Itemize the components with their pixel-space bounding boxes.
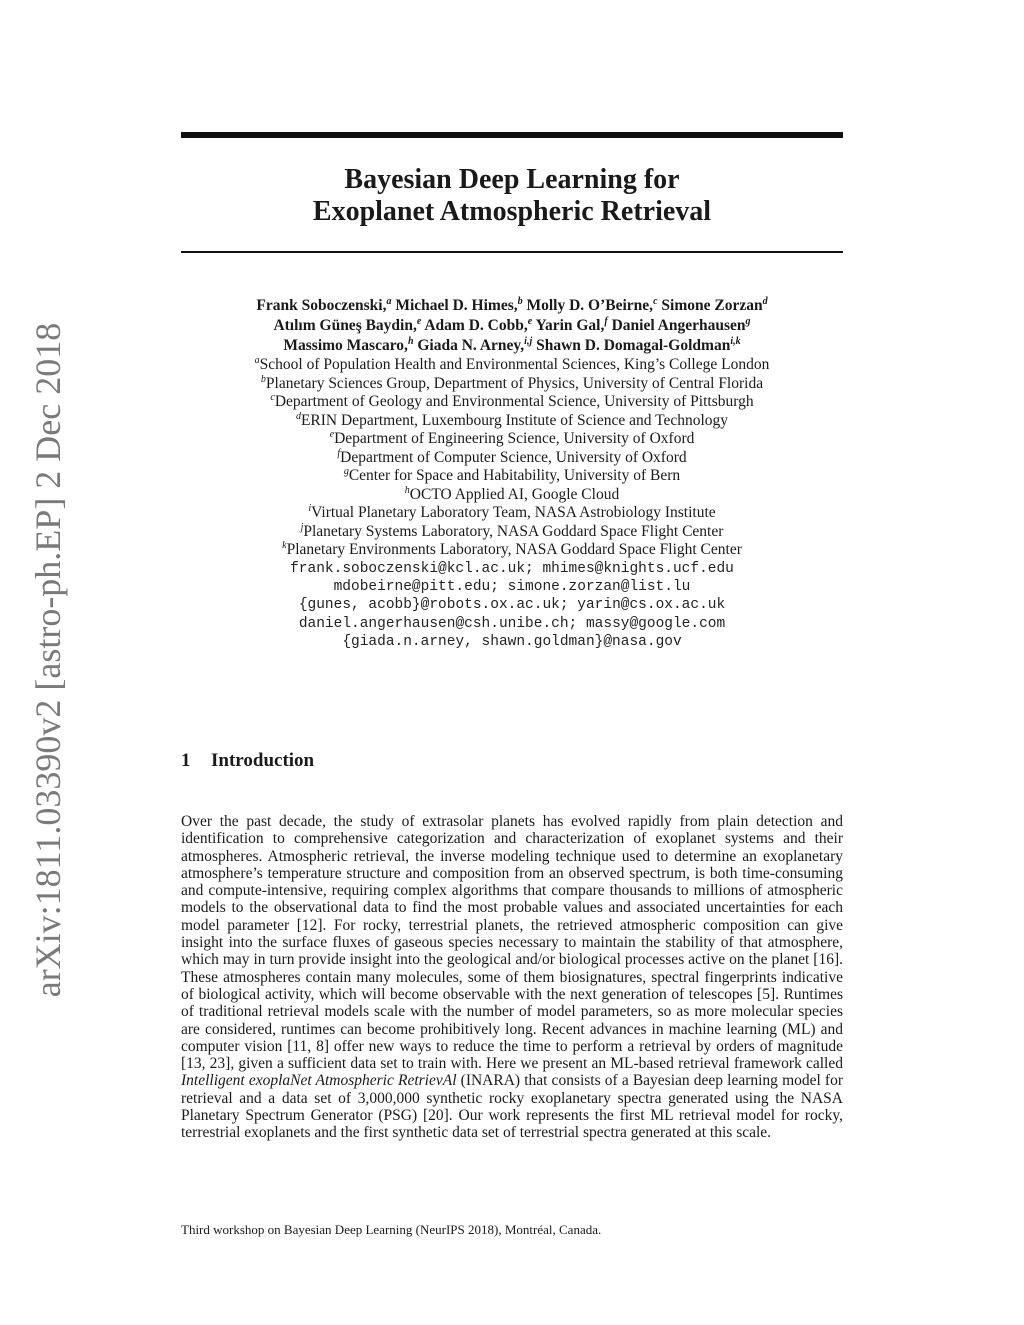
affiliation-mark: b (260, 373, 266, 385)
author-name: Massimo Mascaro, (283, 337, 408, 354)
email-line[interactable]: daniel.angerhausen@csh.unibe.ch; massy@google.com (298, 615, 726, 632)
affiliation (181, 393, 843, 412)
intro-text-part-2: (INARA) that consists of a Bayesian deep learning model for retrieval and a data set of 3,000,000 synthetic rocky exoplanetary spectra generated using the NASA Planetary Spectrum Generator (PSG) [20]. Our work represents the first ML retrieval model for rocky, terrestrial exoplanets and the first synthetic data set of terrestrial spectra generated at this scale. (181, 1072, 844, 1142)
author-name: Yarin Gal, (535, 317, 605, 334)
author-name: Atılım Güneş Baydin, (273, 317, 417, 334)
author-affil-mark: c (653, 296, 658, 307)
author-line-2 (181, 316, 843, 336)
affiliation-mark: j (300, 521, 304, 533)
author-line-3 (181, 336, 843, 356)
affiliation-mark: f (337, 447, 341, 459)
affiliation (181, 430, 843, 449)
email-line[interactable]: {gunes, acobb}@robots.ox.ac.uk; yarin@cs.ox.ac.uk (298, 597, 726, 614)
paper-title-line-1: Bayesian Deep Learning for (344, 164, 680, 195)
page-footer-venue: Third workshop on Bayesian Deep Learning (NeurIPS 2018), Montréal, Canada. (181, 1222, 602, 1237)
author-name: Shawn D. Domagal-Goldman (536, 337, 731, 354)
author-name: Adam D. Cobb, (424, 317, 528, 334)
author-name: Giada N. Arney, (417, 337, 525, 354)
affiliation-mark: c (270, 392, 275, 403)
author-affil-mark: h (407, 336, 414, 347)
author-affil-mark: d (762, 296, 768, 307)
author-affil-mark: f (604, 316, 608, 327)
section-number: 1 (181, 750, 191, 771)
section-heading-introduction (181, 750, 843, 772)
paper-title (181, 164, 843, 228)
arxiv-identifier-stamp: arXiv:1811.03390v2 [astro-ph.EP] 2 Dec 2018 (28, 322, 68, 998)
affiliation-text: Planetary Systems Laboratory, NASA Goddard Space Flight Center (303, 522, 724, 540)
affiliation-mark: h (404, 484, 410, 496)
email-line[interactable]: mdobeirne@pitt.edu; simone.zorzan@list.lu (333, 579, 691, 596)
section-title: Introduction (211, 750, 315, 771)
author-name: Daniel Angerhausen (611, 317, 746, 334)
paper-title-line-2: Exoplanet Atmospheric Retrieval (312, 196, 712, 227)
affiliation-text: Center for Space and Habitability, University of Bern (348, 467, 681, 484)
affiliation-mark: k (282, 540, 287, 551)
author-name: Simone Zorzan (661, 297, 763, 314)
affiliation (181, 523, 843, 542)
author-affil-mark: e (416, 316, 422, 327)
affiliation-text: Department of Engineering Science, University of Oxford (334, 430, 695, 447)
affiliation (181, 412, 843, 431)
affiliation-mark: g (343, 466, 349, 477)
affiliation-text: Planetary Sciences Group, Department of Physics, University of Central Florida (265, 374, 764, 392)
affiliation (181, 504, 843, 523)
affiliation (181, 541, 843, 560)
title-rule-bottom (181, 251, 843, 253)
author-line-1 (181, 296, 843, 316)
introduction-body (181, 813, 843, 1142)
author-affil-mark: i,j (524, 336, 533, 347)
author-affil-mark: g (745, 316, 751, 327)
author-affil-mark: i,k (730, 336, 741, 347)
email-line[interactable]: frank.soboczenski@kcl.ac.uk; mhimes@knights.ucf.edu (290, 561, 734, 577)
affiliation-text: OCTO Applied AI, Google Cloud (409, 485, 620, 503)
introduction-paragraph (181, 813, 843, 1142)
affiliation-text: ERIN Department, Luxembourg Institute of Science and Technology (300, 411, 729, 429)
affiliation-text: Virtual Planetary Laboratory Team, NASA Astrobiology Institute (311, 504, 716, 521)
affiliation-mark: a (254, 355, 260, 366)
affiliation-list (181, 356, 843, 560)
author-list (181, 296, 843, 356)
intro-framework-name: Intelligent exoplaNet Atmospheric RetrievAl (181, 1072, 457, 1090)
affiliation (181, 375, 843, 394)
affiliation-text: School of Population Health and Environmental Sciences, King’s College London (259, 356, 770, 373)
affiliation-mark: d (295, 410, 301, 422)
author-affil-mark: e (527, 316, 533, 327)
author-name: Molly D. O’Beirne, (526, 297, 654, 314)
affiliation (181, 449, 843, 468)
author-affil-mark: a (386, 296, 392, 307)
affiliation (181, 486, 843, 505)
affiliation (181, 356, 843, 375)
author-affil-mark: b (517, 296, 523, 307)
author-name: Michael D. Himes, (395, 297, 518, 314)
intro-text-part-1: Over the past decade, the study of extrasolar planets has evolved rapidly from plain detection and identification to comprehensive categorization and characterization of exoplanet systems and their atmospheres. Atmospheric retrieval, the inverse modeling technique used to determine an exoplanetary atmosphere’s temperature structure and composition from an observed spectrum, is both time-consuming and compute-intensive, requiring complex algorithms that compare thousands to millions of atmospheric models to the observational data to find the most probable values and associated uncertainties for each model parameter [12]. For rocky, terrestrial planets, the retrieved atmospheric composition can give insight into the surface fluxes of gaseous species necessary to maintain the stability of that atmosphere, which may in turn provide insight into the geological and/or biological processes active on the planet [16]. These atmospheres contain many molecules, some of them biosignatures, spectral fingerprints indicative of biological activity, which will become observable with the next generation of telescopes [5]. Runtimes of traditional retrieval models scale with the number of model parameters, so as more molecular species are considered, runtimes can become prohibitively long. Recent advances in machine learning (ML) and computer vision [11, 8] offer new ways to reduce the time to perform a retrieval by orders of magnitude [13, 23], given a sufficient data set to train with. Here we present an ML-based retrieval framework called (181, 813, 843, 1073)
affiliation-text: Department of Computer Science, University of Oxford (340, 448, 687, 466)
email-line[interactable]: {giada.n.arney, shawn.goldman}@nasa.gov (342, 633, 682, 650)
affiliation (181, 467, 843, 486)
affiliation-mark: e (329, 429, 335, 440)
author-emails (181, 560, 843, 651)
affiliation-text: Department of Geology and Environmental Science, University of Pittsburgh (274, 393, 754, 410)
title-rule-top (181, 132, 843, 138)
affiliation-text: Planetary Environments Laboratory, NASA Goddard Space Flight Center (286, 541, 742, 558)
author-name: Frank Soboczenski, (256, 297, 387, 314)
affiliation-mark: i (308, 503, 312, 514)
